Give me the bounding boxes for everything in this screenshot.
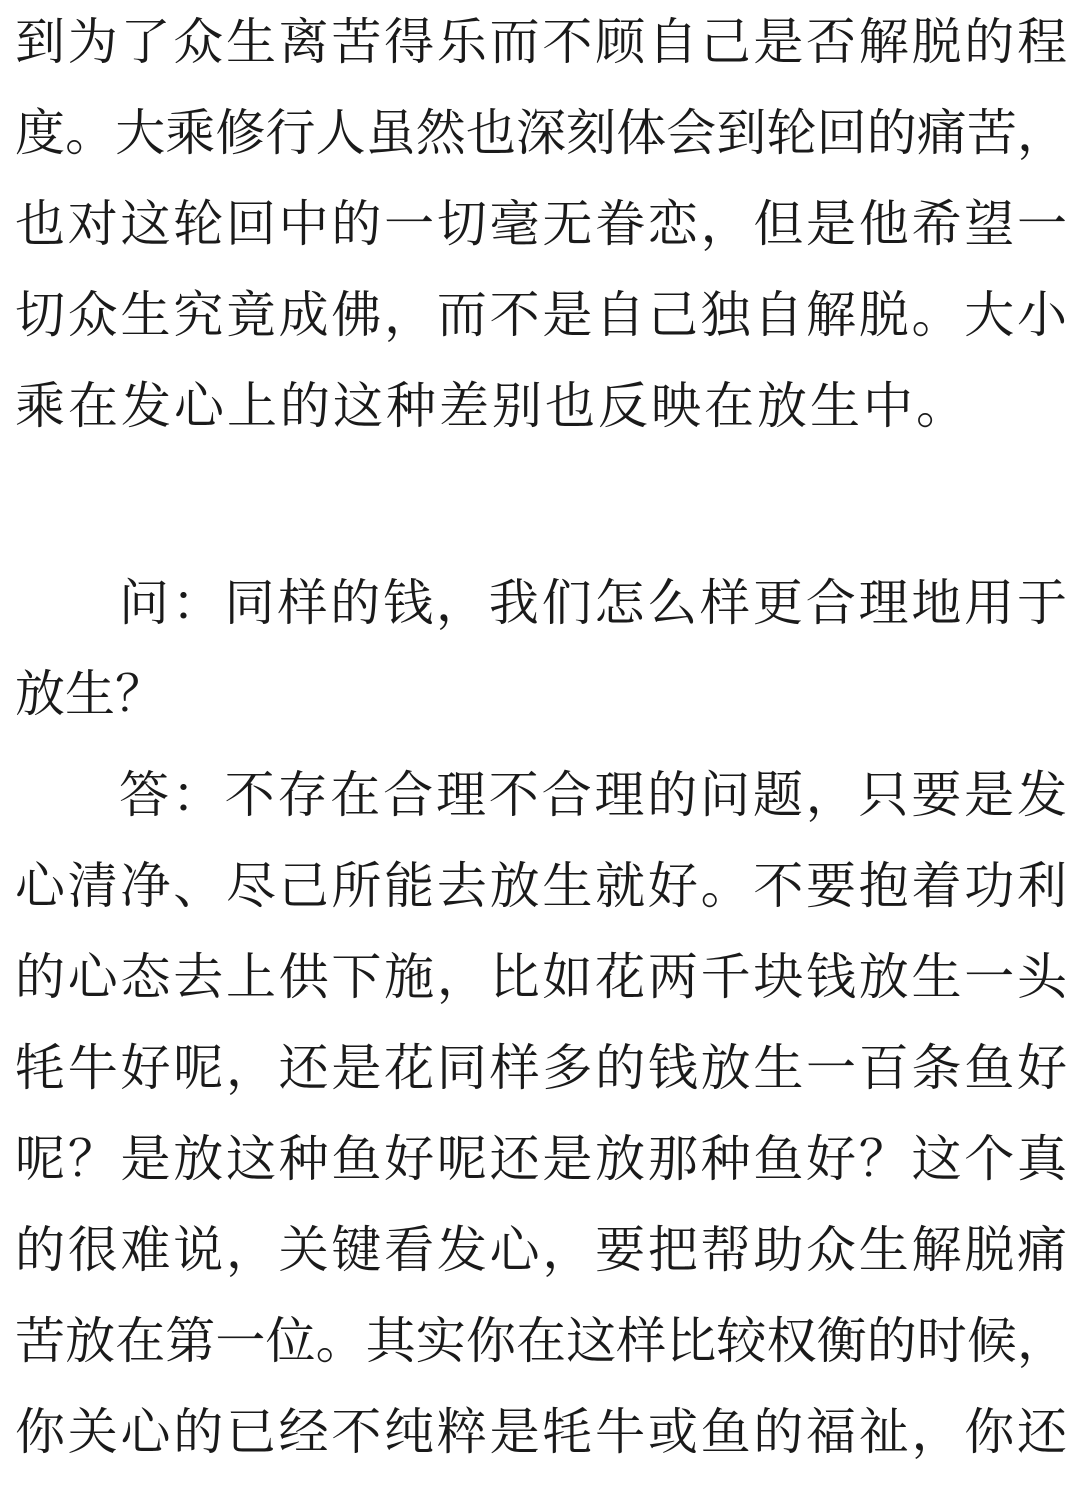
answer-line: 苦放在第一位。其实你在这样比较权衡的时候， [15,1312,1067,1370]
text-line: 乘在发心上的这种差别也反映在放生中。 [15,377,969,435]
answer-line: 的很难说，关键看发心，要把帮助众生解脱痛 [15,1221,1067,1279]
answer-line: 呢？是放这种鱼好呢还是放那种鱼好？这个真 [15,1130,1067,1188]
answer-line: 牦牛好呢，还是花同样多的钱放生一百条鱼好 [15,1039,1067,1097]
text-line: 也对这轮回中的一切毫无眷恋，但是他希望一 [15,195,1067,253]
text-line: 到为了众生离苦得乐而不顾自己是否解脱的程 [15,13,1067,71]
question-line: 问：同样的钱，我们怎么样更合理地用于 [119,574,1067,632]
text-line: 度。大乘修行人虽然也深刻体会到轮回的痛苦， [15,104,1067,162]
text-line: 切众生究竟成佛，而不是自己独自解脱。大小 [15,286,1067,344]
answer-line: 心清净、尽己所能去放生就好。不要抱着功利 [15,857,1067,915]
answer-line: 的心态去上供下施，比如花两千块钱放生一头 [15,948,1067,1006]
answer-line: 答：不存在合理不合理的问题，只要是发 [119,766,1067,824]
answer-line: 你关心的已经不纯粹是牦牛或鱼的福祉，你还 [15,1403,1067,1461]
question-line: 放生？ [15,665,165,723]
